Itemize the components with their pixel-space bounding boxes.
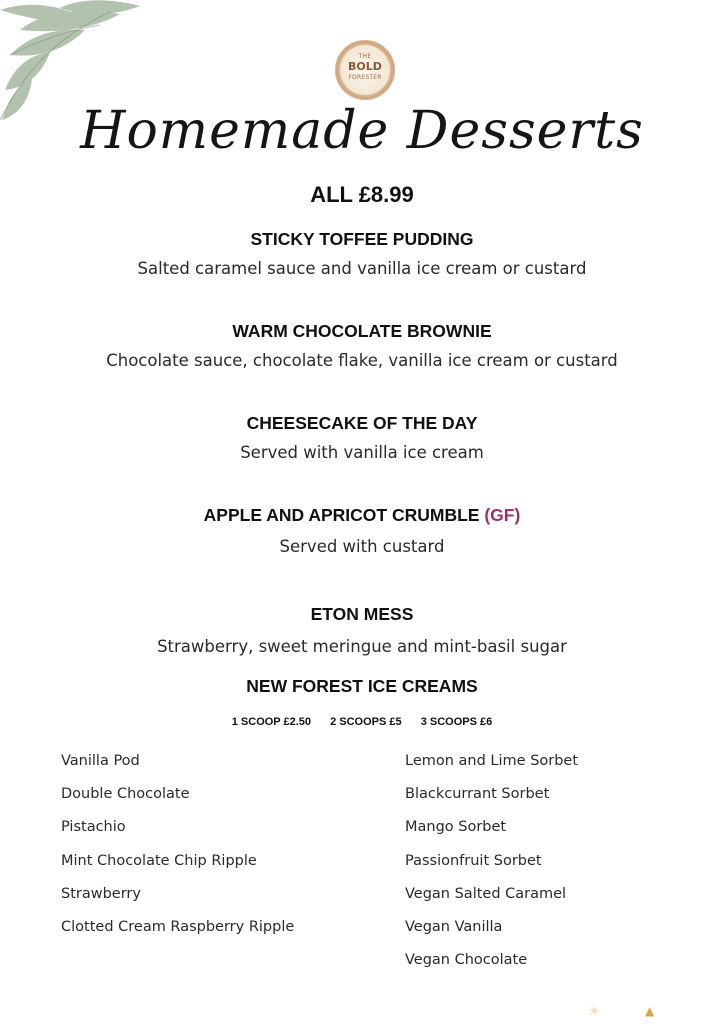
flavour-item: Strawberry xyxy=(61,885,141,902)
dessert-name: ETON MESS xyxy=(310,604,414,624)
flavour-item: Mango Sorbet xyxy=(405,819,507,836)
logo-text-the: THE xyxy=(358,53,372,60)
gluten-free-tag: (GF) xyxy=(484,505,521,525)
flavour-list-left xyxy=(61,750,294,949)
flavour-item: Pistachio xyxy=(61,819,126,836)
bold-forester-logo xyxy=(335,40,395,100)
dessert-description: Served with vanilla ice cream xyxy=(240,443,484,462)
flavour-item: Mint Chocolate Chip Ripple xyxy=(61,852,257,869)
logo-text-bold: BOLD xyxy=(348,60,382,73)
flavour-item: Double Chocolate xyxy=(61,786,190,803)
flavour-item: Blackcurrant Sorbet xyxy=(405,786,550,803)
scoop-prices xyxy=(0,716,724,728)
dessert-description: Strawberry, sweet meringue and mint-basil sugar xyxy=(157,637,567,656)
flavour-item: Vegan Vanilla xyxy=(405,918,503,935)
scoop-price: 2 SCOOPS £5 xyxy=(330,716,402,728)
dessert-name: STICKY TOFFEE PUDDING xyxy=(250,229,474,249)
scoop-price: 3 SCOOPS £6 xyxy=(420,716,493,728)
sparkle-icon: ▲ xyxy=(645,1004,655,1018)
logo-text-forester: FORESTER xyxy=(348,74,382,81)
dessert-name-with-tag xyxy=(0,505,724,526)
flavour-item: Vegan Salted Caramel xyxy=(405,885,567,902)
flavour-item: Passionfruit Sorbet xyxy=(405,852,542,869)
dessert-description: Salted caramel sauce and vanilla ice cream or custard xyxy=(137,259,587,278)
page-title: Homemade Desserts xyxy=(80,101,644,161)
ice-cream-heading: NEW FOREST ICE CREAMS xyxy=(246,676,478,696)
sparkle-icon: ✳ xyxy=(589,1004,600,1018)
flavour-list-right xyxy=(405,750,578,982)
flavour-item: Clotted Cream Raspberry Ripple xyxy=(61,918,295,935)
dessert-name: WARM CHOCOLATE BROWNIE xyxy=(232,321,492,341)
dessert-name-text: APPLE AND APRICOT CRUMBLE xyxy=(203,505,480,525)
price-heading: ALL £8.99 xyxy=(310,182,414,207)
dessert-name: CHEESECAKE OF THE DAY xyxy=(246,413,478,433)
flavour-item: Lemon and Lime Sorbet xyxy=(405,753,579,769)
flavour-item: Vanilla Pod xyxy=(61,753,140,769)
flavour-item: Vegan Chocolate xyxy=(405,952,528,969)
dessert-description: Chocolate sauce, chocolate flake, vanilla ice cream or custard xyxy=(106,351,618,370)
dessert-description: Served with custard xyxy=(279,537,445,556)
scoop-price: 1 SCOOP £2.50 xyxy=(231,716,312,728)
